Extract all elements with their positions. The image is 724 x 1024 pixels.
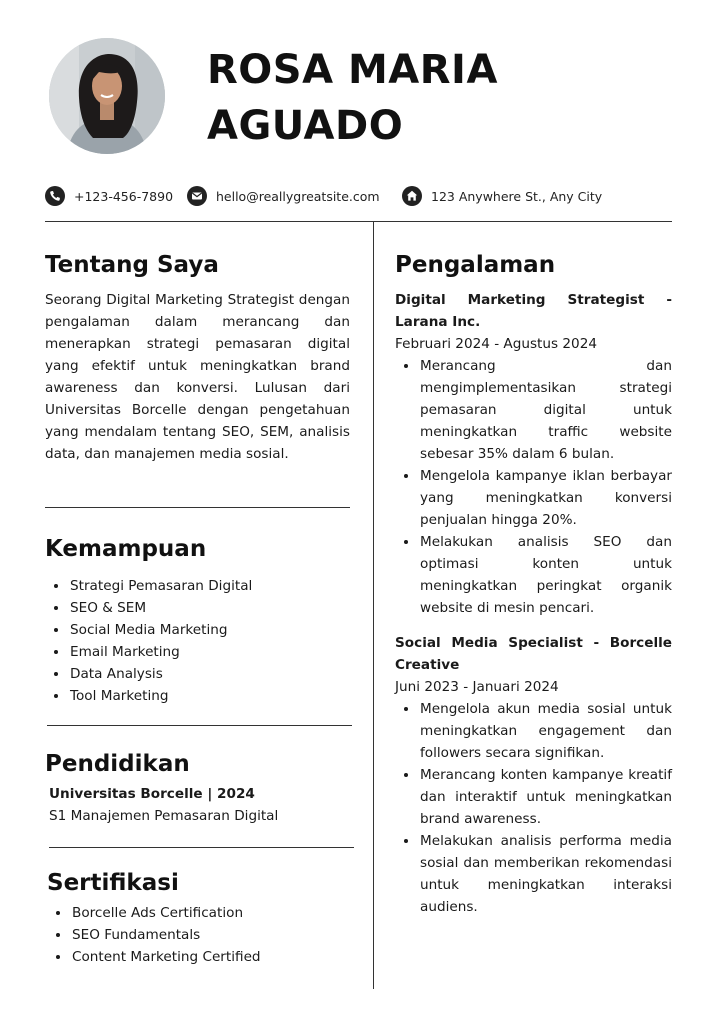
skills-divider (47, 725, 352, 726)
phone-icon (45, 186, 65, 206)
school-name: Universitas Borcelle | 2024 (49, 786, 255, 802)
certifications-list (47, 902, 357, 968)
job-bullet: • Melakukan analisis performa media sosial dan memberikan rekomendasi untuk meningkatkan interaksi audiens. (419, 830, 672, 918)
job-period: Juni 2023 - Januari 2024 (395, 679, 559, 695)
education-divider (49, 847, 354, 848)
certifications-title: Sertifikasi (47, 870, 179, 896)
certification-item: • Content Marketing Certified (71, 946, 357, 968)
job-bullets (395, 355, 672, 619)
name-line-1: ROSA MARIA (207, 47, 498, 93)
profile-photo (49, 38, 165, 154)
job-entry (395, 289, 672, 619)
skill-item: • Social Media Marketing (69, 619, 350, 641)
contact-address (402, 183, 602, 209)
name-line-2: AGUADO (207, 103, 404, 149)
about-section (45, 250, 350, 465)
email-icon (187, 186, 207, 206)
job-title: Digital Marketing Strategist - Larana Inc. (395, 292, 672, 330)
skills-section (45, 534, 350, 707)
skill-item: • Tool Marketing (69, 685, 350, 707)
skill-item: • Strategi Pemasaran Digital (69, 575, 350, 597)
certification-item: • Borcelle Ads Certification (71, 902, 357, 924)
job-period: Februari 2024 - Agustus 2024 (395, 336, 598, 352)
skills-list (45, 575, 350, 707)
column-divider (373, 221, 374, 989)
degree-name: S1 Manajemen Pemasaran Digital (49, 808, 279, 824)
full-name (207, 42, 687, 154)
certifications-section (47, 868, 357, 968)
contact-phone (45, 183, 173, 209)
skill-item: • Data Analysis (69, 663, 350, 685)
phone-text: +123-456-7890 (74, 188, 174, 204)
job-bullets (395, 698, 672, 918)
address-text: 123 Anywhere St., Any City (431, 188, 603, 204)
experience-title: Pengalaman (395, 252, 556, 278)
skill-item: • Email Marketing (69, 641, 350, 663)
job-title: Social Media Specialist - Borcelle Creative (395, 635, 672, 673)
about-title: Tentang Saya (45, 252, 219, 278)
email-text: hello@reallygreatsite.com (216, 188, 380, 204)
header-divider (45, 221, 672, 222)
job-bullet: • Mengelola akun media sosial untuk meningkatkan engagement dan followers secara signifikan. (419, 698, 672, 764)
job-bullet: • Mengelola kampanye iklan berbayar yang meningkatkan konversi penjualan hingga 20%. (419, 465, 672, 531)
skill-item: • SEO & SEM (69, 597, 350, 619)
education-section (45, 749, 355, 827)
job-entry (395, 632, 672, 918)
experience-section (395, 250, 672, 918)
job-bullet: • Merancang dan mengimplementasikan strategi pemasaran digital untuk meningkatkan traffic website sebesar 35% dalam 6 bulan. (419, 355, 672, 465)
job-bullet: • Melakukan analisis SEO dan optimasi konten untuk meningkatkan peringkat organik website di mesin pencari. (419, 531, 672, 619)
skills-title: Kemampuan (45, 536, 207, 562)
contact-email (187, 183, 380, 209)
job-bullet: • Merancang konten kampanye kreatif dan interaktif untuk meningkatkan brand awareness. (419, 764, 672, 830)
education-title: Pendidikan (45, 751, 190, 777)
home-icon (402, 186, 422, 206)
about-text: Seorang Digital Marketing Strategist dengan pengalaman dalam merancang dan menerapkan strategi pemasaran digital yang efektif untuk meningkatkan brand awareness dan konversi. Lulusan dari Universitas Borcelle dengan pengetahuan yang mendalam tentang SEO, SEM, analisis data, dan manajemen media sosial. (45, 292, 350, 462)
about-divider (45, 507, 350, 508)
certification-item: • SEO Fundamentals (71, 924, 357, 946)
